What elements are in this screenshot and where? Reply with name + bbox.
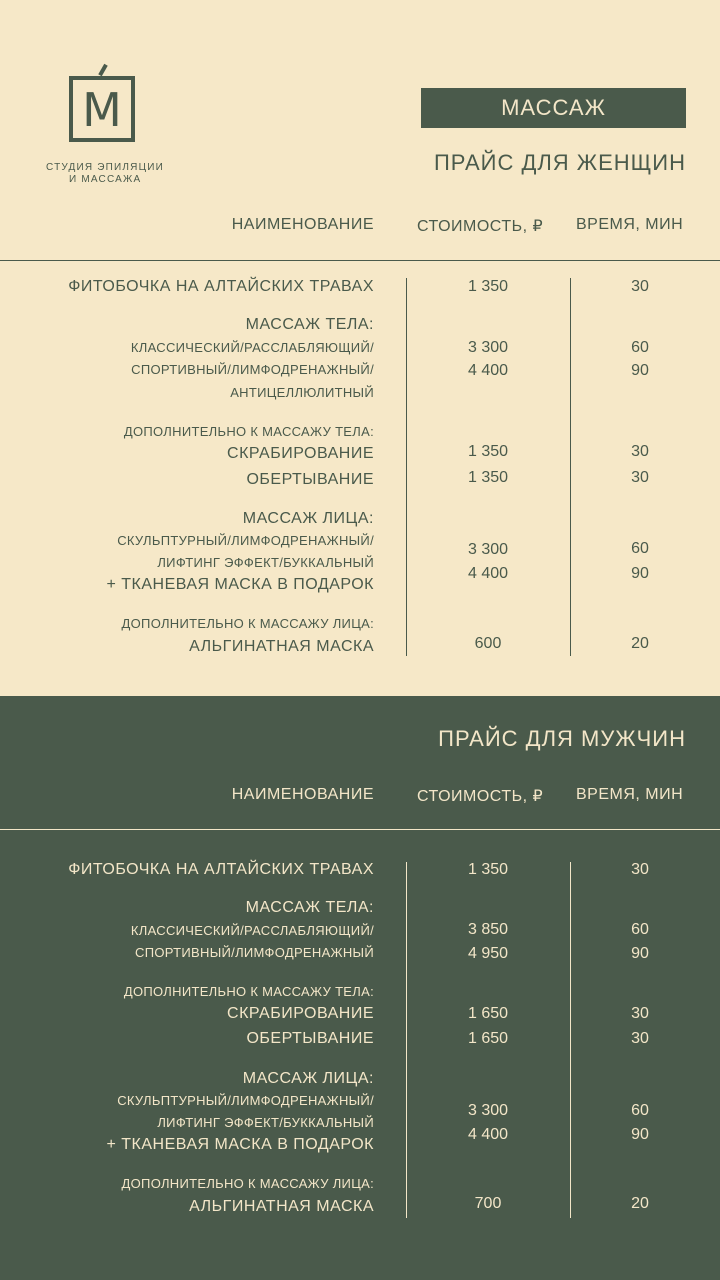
women-body-price-2: 4 400	[467, 362, 509, 379]
women-face-price-1: 3 300	[467, 541, 509, 558]
men-scrub-price: 1 650	[467, 1005, 509, 1022]
women-header-time: ВРЕМЯ, МИН	[576, 216, 684, 233]
men-wrap-time: 30	[631, 1030, 649, 1047]
men-wrap-name: ОБЕРТЫВАНИЕ	[246, 1030, 374, 1047]
men-body-title: МАССАЖ ТЕЛА:	[245, 899, 374, 916]
women-face-title: МАССАЖ ЛИЦА:	[242, 510, 374, 527]
men-body-time-1: 60	[631, 921, 649, 938]
women-scrub-price: 1 350	[467, 443, 509, 460]
men-body-extra-title: ДОПОЛНИТЕЛЬНО К МАССАЖУ ТЕЛА:	[123, 984, 374, 999]
women-body-time-1: 60	[631, 339, 649, 356]
women-column-divider-1	[406, 278, 407, 656]
men-face-time-2: 90	[631, 1126, 649, 1143]
men-header-time: ВРЕМЯ, МИН	[576, 786, 684, 803]
women-body-extra-title: ДОПОЛНИТЕЛЬНО К МАССАЖУ ТЕЛА:	[123, 424, 374, 439]
men-body-price-1: 3 850	[467, 921, 509, 938]
women-scrub-name: СКРАБИРОВАНИЕ	[227, 445, 374, 462]
women-body-price-1: 3 300	[467, 339, 509, 356]
women-scrub-time: 30	[631, 443, 649, 460]
brand-name-line1: СТУДИЯ ЭПИЛЯЦИИ	[46, 162, 164, 173]
women-header-name: НАИМЕНОВАНИЕ	[231, 216, 374, 233]
women-header-price: СТОИМОСТЬ, ₽	[417, 218, 544, 235]
men-phyto-name: ФИТОБОЧКА НА АЛТАЙСКИХ ТРАВАХ	[68, 861, 374, 878]
men-header-name: НАИМЕНОВАНИЕ	[231, 786, 374, 803]
women-phyto-time: 30	[631, 278, 649, 295]
women-body-line-3: АНТИЦЕЛЛЮЛИТНЫЙ	[230, 385, 374, 400]
men-face-line-3: + ТКАНЕВАЯ МАСКА В ПОДАРОК	[106, 1136, 374, 1153]
men-alginate-time: 20	[631, 1195, 649, 1212]
women-alginate-time: 20	[631, 635, 649, 652]
women-column-divider-2	[570, 278, 571, 656]
men-alginate-name: АЛЬГИНАТНАЯ МАСКА	[189, 1198, 374, 1215]
logo-frame	[69, 76, 135, 142]
men-header-divider	[0, 829, 720, 830]
men-price-section	[0, 696, 720, 1280]
men-body-line-1: КЛАССИЧЕСКИЙ/РАССЛАБЛЯЮЩИЙ/	[130, 923, 374, 938]
men-column-divider-2	[570, 862, 571, 1218]
women-face-line-2: ЛИФТИНГ ЭФФЕКТ/БУККАЛЬНЫЙ	[157, 555, 374, 570]
women-face-time-2: 90	[631, 565, 649, 582]
massage-badge: МАССАЖ	[421, 88, 686, 128]
men-scrub-time: 30	[631, 1005, 649, 1022]
women-price-title: ПРАЙС ДЛЯ ЖЕНЩИН	[433, 150, 686, 175]
women-body-time-2: 90	[631, 362, 649, 379]
women-phyto-name: ФИТОБОЧКА НА АЛТАЙСКИХ ТРАВАХ	[68, 278, 374, 295]
men-body-price-2: 4 950	[467, 945, 509, 962]
men-wrap-price: 1 650	[467, 1030, 509, 1047]
men-body-line-2: СПОРТИВНЫЙ/ЛИМФОДРЕНАЖНЫЙ	[135, 945, 374, 960]
women-face-line-1: СКУЛЬПТУРНЫЙ/ЛИМФОДРЕНАЖНЫЙ/	[117, 533, 374, 548]
women-alginate-price: 600	[474, 635, 502, 652]
women-phyto-price: 1 350	[467, 278, 509, 295]
men-scrub-name: СКРАБИРОВАНИЕ	[227, 1005, 374, 1022]
logo-letter: М	[82, 83, 122, 137]
men-body-time-2: 90	[631, 945, 649, 962]
men-face-line-2: ЛИФТИНГ ЭФФЕКТ/БУККАЛЬНЫЙ	[157, 1115, 374, 1130]
women-wrap-time: 30	[631, 469, 649, 486]
men-face-price-1: 3 300	[467, 1102, 509, 1119]
men-phyto-time: 30	[631, 861, 649, 878]
women-body-line-2: СПОРТИВНЫЙ/ЛИМФОДРЕНАЖНЫЙ/	[131, 362, 374, 377]
women-face-price-2: 4 400	[467, 565, 509, 582]
men-alginate-price: 700	[474, 1195, 502, 1212]
women-body-line-1: КЛАССИЧЕСКИЙ/РАССЛАБЛЯЮЩИЙ/	[130, 340, 374, 355]
women-face-line-3: + ТКАНЕВАЯ МАСКА В ПОДАРОК	[106, 576, 374, 593]
women-wrap-price: 1 350	[467, 469, 509, 486]
men-face-line-1: СКУЛЬПТУРНЫЙ/ЛИМФОДРЕНАЖНЫЙ/	[117, 1093, 374, 1108]
women-body-title: МАССАЖ ТЕЛА:	[245, 316, 374, 333]
women-alginate-name: АЛЬГИНАТНАЯ МАСКА	[189, 638, 374, 655]
men-price-title: ПРАЙС ДЛЯ МУЖЧИН	[438, 726, 686, 751]
women-header-divider	[0, 260, 720, 261]
women-face-time-1: 60	[631, 540, 649, 557]
logo-accent-mark	[98, 64, 107, 76]
men-header-price: СТОИМОСТЬ, ₽	[417, 788, 544, 805]
men-column-divider-1	[406, 862, 407, 1218]
men-face-time-1: 60	[631, 1102, 649, 1119]
men-face-extra-title: ДОПОЛНИТЕЛЬНО К МАССАЖУ ЛИЦА:	[121, 1176, 374, 1191]
women-wrap-name: ОБЕРТЫВАНИЕ	[246, 471, 374, 488]
men-face-price-2: 4 400	[467, 1126, 509, 1143]
brand-name-line2: И МАССАЖА	[69, 174, 142, 185]
men-face-title: МАССАЖ ЛИЦА:	[242, 1070, 374, 1087]
women-face-extra-title: ДОПОЛНИТЕЛЬНО К МАССАЖУ ЛИЦА:	[121, 616, 374, 631]
men-phyto-price: 1 350	[467, 861, 509, 878]
